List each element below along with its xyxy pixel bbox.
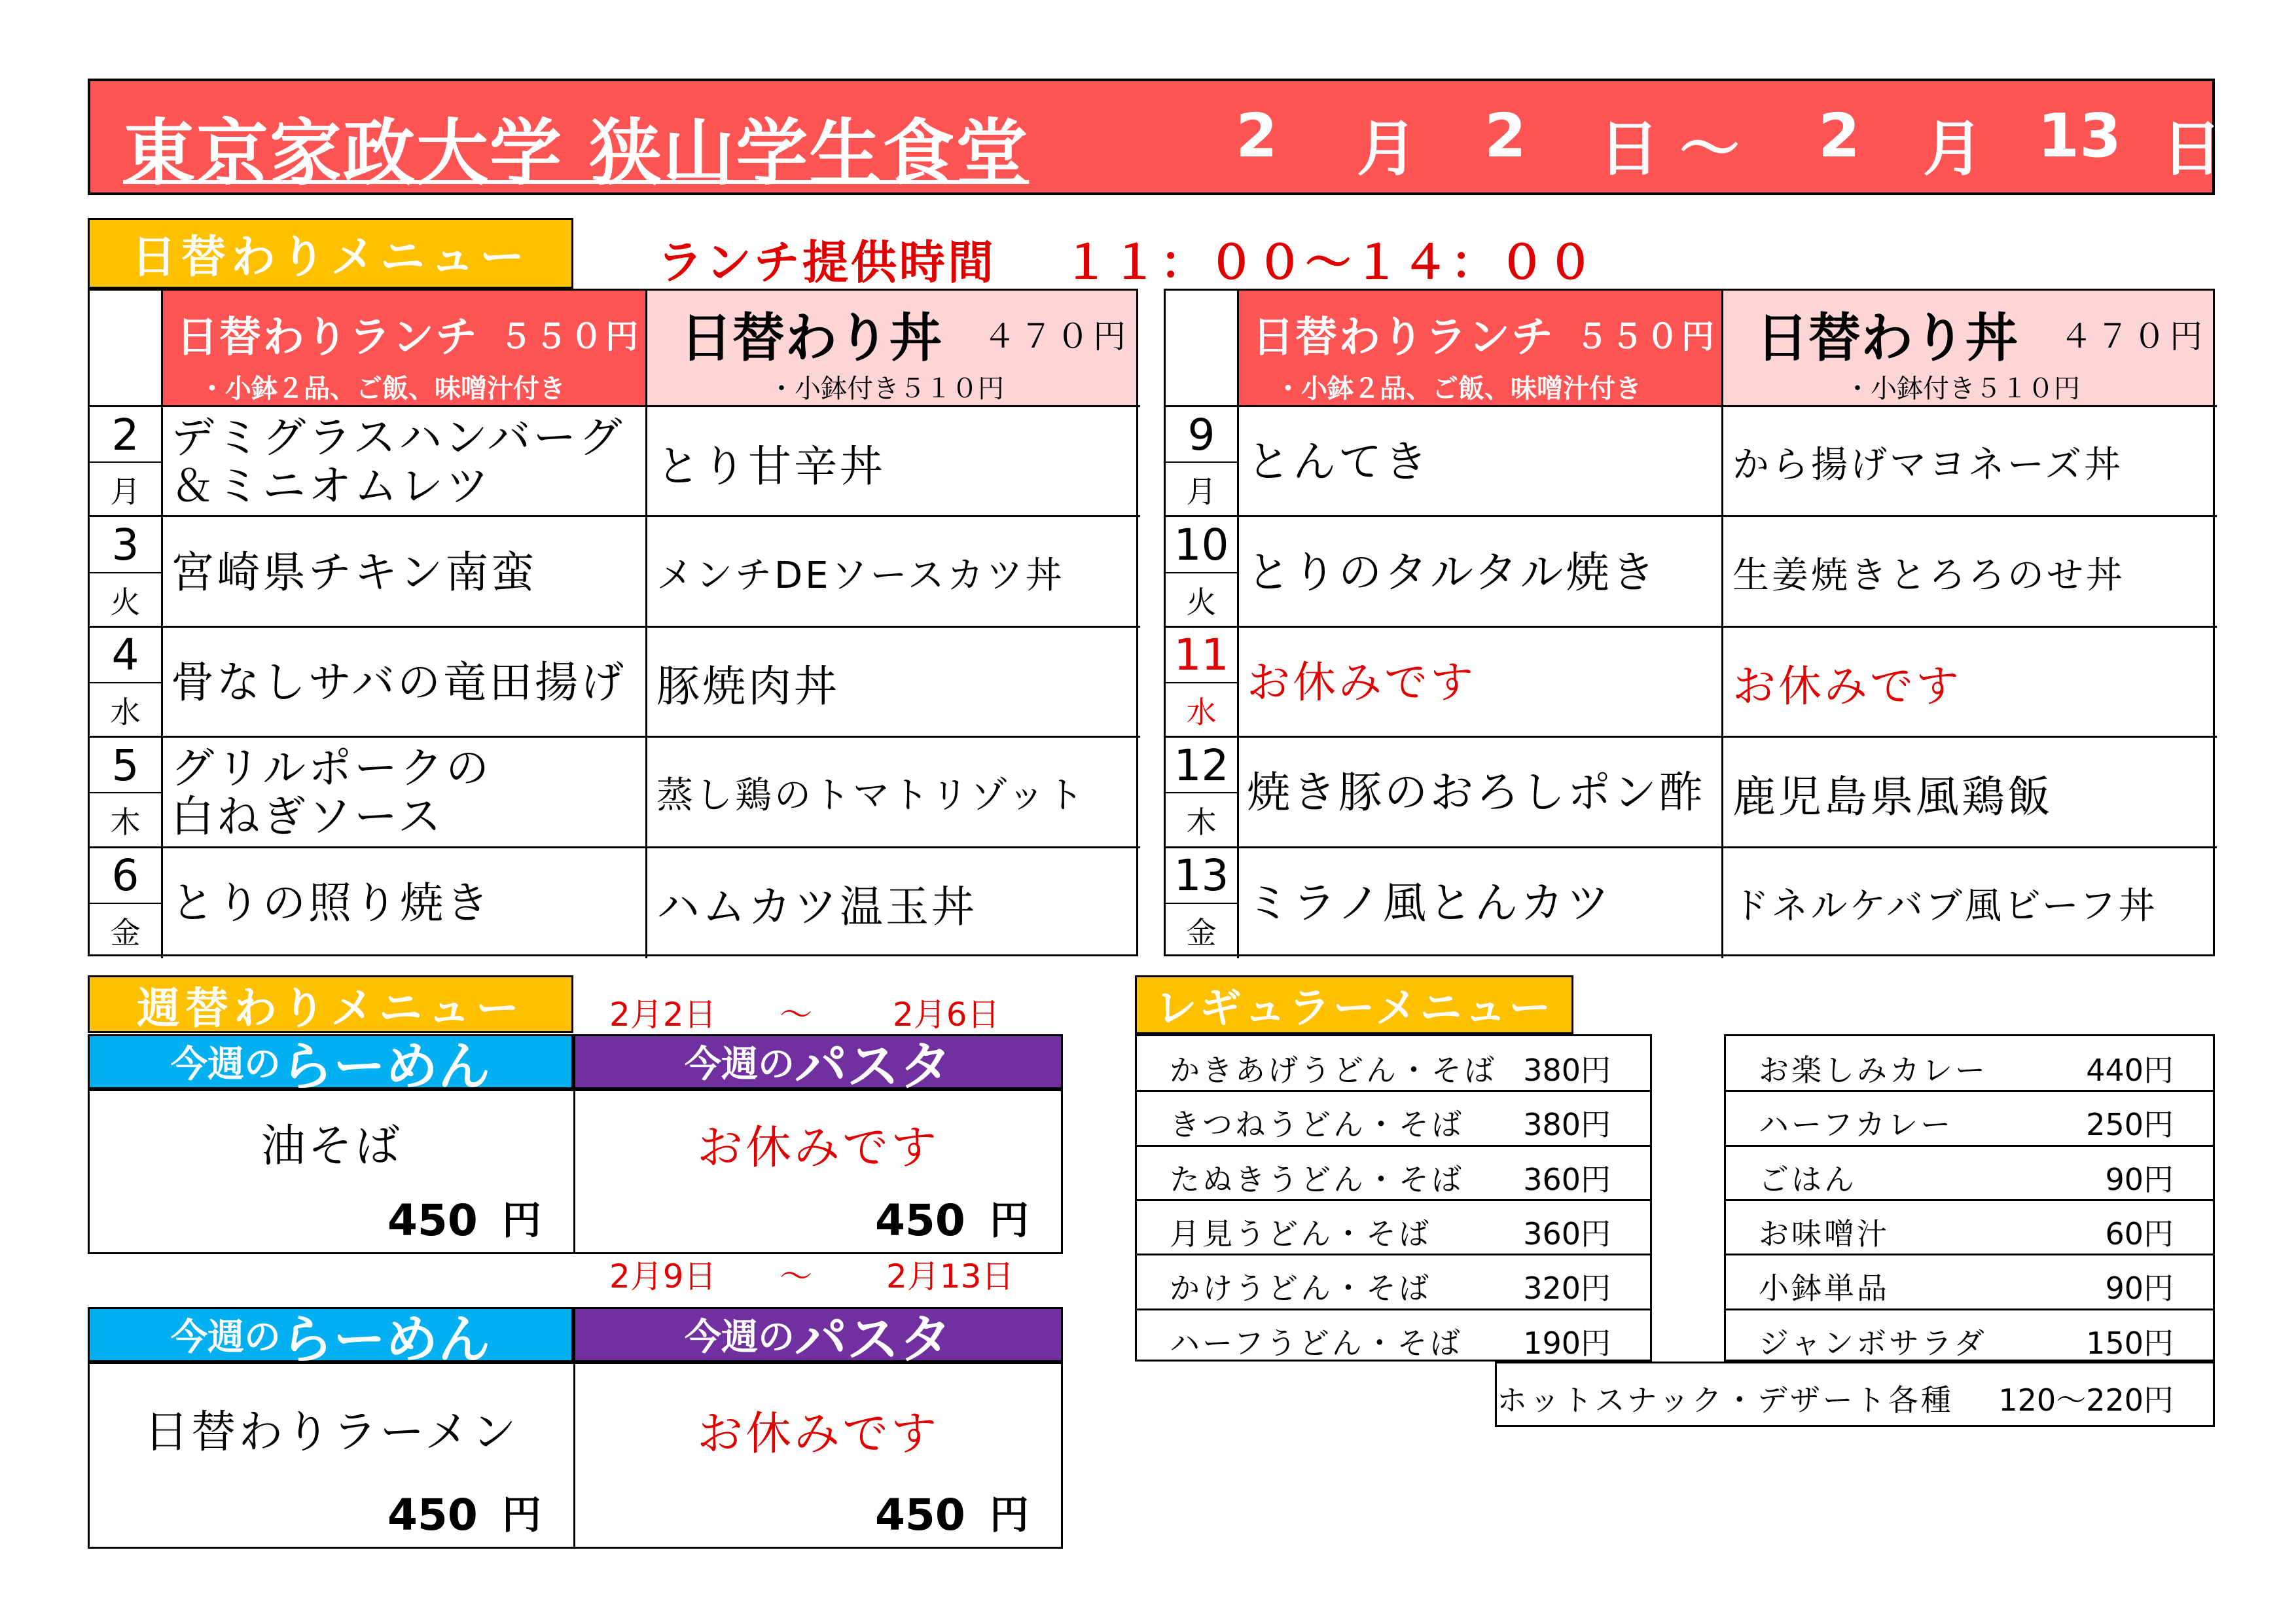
- snack-price: 120～220円: [1998, 1382, 2174, 1418]
- pasta-header-prefix: 今週の: [685, 1316, 795, 1359]
- day-weekday: 水: [110, 695, 141, 731]
- ramen-name: 油そば: [260, 1121, 403, 1172]
- lunch-name-line: お休みです: [1247, 657, 1476, 708]
- day-weekday: 金: [1186, 914, 1217, 950]
- date-to-day: 13: [2037, 101, 2122, 171]
- ramen-price: 450: [387, 1490, 478, 1540]
- pasta-cell: [573, 1089, 1063, 1254]
- lunch-name-line: 骨なしサバの竜田揚げ: [171, 657, 627, 708]
- reg-row-divider: [1137, 1090, 1650, 1092]
- reg-item-name: かけうどん・そば: [1170, 1271, 1431, 1307]
- regular-list-right: [1724, 1034, 2215, 1362]
- don-cell: 生姜焼きとろろのせ丼: [1732, 554, 2125, 597]
- daily-menu-tab: 日替わりメニュー: [88, 218, 573, 289]
- lunch-price: ５５０円: [1575, 317, 1717, 355]
- ramen-cell: [88, 1089, 575, 1254]
- lunch-cell: [171, 738, 642, 848]
- ramen-header-prefix: 今週の: [171, 1316, 281, 1359]
- day-weekday: 水: [1186, 695, 1217, 731]
- reg-item-price: 380円: [1523, 1107, 1611, 1143]
- lunch-name-line: 白ねぎソース: [171, 791, 444, 842]
- header-don: [1723, 291, 2213, 407]
- pasta-header-main: パスタ: [795, 1036, 952, 1097]
- lunch-cell: [171, 407, 642, 517]
- lunch-name-line: ミラノ風とんカツ: [1247, 877, 1613, 928]
- day-number: 9: [1187, 409, 1215, 460]
- day-weekday: 月: [1186, 474, 1217, 510]
- reg-item-name: ハーフうどん・そば: [1170, 1325, 1463, 1361]
- reg-item-price: 250円: [2086, 1107, 2174, 1143]
- don-cell: とり甘辛丼: [656, 441, 886, 492]
- reg-item-name: きつねうどん・そば: [1170, 1107, 1464, 1143]
- ramen-header-main: らーめん: [281, 1036, 490, 1097]
- column-divider: [1721, 291, 1723, 958]
- reg-item-name: お楽しみカレー: [1759, 1053, 1988, 1088]
- reg-row-divider: [1726, 1145, 2213, 1147]
- reg-item-name: たぬきうどん・そば: [1170, 1161, 1464, 1197]
- reg-item-price: 440円: [2086, 1053, 2174, 1088]
- lunch-cell: [1247, 517, 1718, 627]
- reg-item-name: ハーフカレー: [1759, 1107, 1954, 1143]
- reg-item-name: 月見うどん・そば: [1170, 1216, 1431, 1252]
- lunch-cell: [1247, 407, 1718, 517]
- weekly-block-2: [88, 1250, 1063, 1549]
- day-number: 6: [111, 850, 139, 901]
- don-cell: 蒸し鶏のトマトリゾット: [656, 774, 1086, 818]
- reg-row-divider: [1137, 1145, 1650, 1147]
- date-from-month: 2: [1236, 101, 1278, 171]
- lunch-cell: [171, 848, 642, 958]
- day-number: 5: [111, 740, 139, 791]
- day-weekday: 月: [110, 474, 141, 510]
- pasta-price: 450: [875, 1195, 965, 1246]
- lunch-name-line: ＆ミニオムレツ: [171, 461, 492, 512]
- date-to-month: 2: [1818, 101, 1861, 171]
- ramen-header: [88, 1034, 573, 1097]
- period-from: 2月2日: [609, 996, 717, 1034]
- weekly-menu-tab: 週替わりメニュー: [88, 975, 573, 1033]
- ramen-price: 450: [387, 1195, 478, 1246]
- reg-item-price: 380円: [1523, 1053, 1611, 1088]
- pasta-price: 450: [875, 1490, 965, 1540]
- lunch-cell: [1247, 628, 1718, 738]
- date-day-label: 日: [1599, 114, 1660, 184]
- day-weekday: 木: [1186, 804, 1217, 840]
- lunch-note: ・小鉢２品、ご飯、味噌汁付き: [199, 374, 565, 404]
- don-price: ４７０円: [2060, 317, 2206, 355]
- reg-item-name: ジャンボサラダ: [1759, 1325, 1987, 1361]
- ramen-unit: 円: [502, 1198, 541, 1244]
- reg-row-divider: [1726, 1308, 2213, 1310]
- header-lunch: [163, 291, 647, 407]
- lunch-name-line: とりのタルタル焼き: [1247, 547, 1658, 598]
- reg-item-price: 360円: [1523, 1161, 1611, 1197]
- reg-item-price: 320円: [1523, 1271, 1611, 1307]
- reg-row-divider: [1137, 1254, 1650, 1255]
- reg-row-divider: [1137, 1308, 1650, 1310]
- lunch-cell: [1247, 848, 1718, 958]
- reg-row-divider: [1726, 1254, 2213, 1255]
- don-price: ４７０円: [983, 317, 1130, 355]
- ramen-header: [88, 1307, 573, 1370]
- date-month-label: 月: [1923, 114, 1984, 184]
- column-divider: [645, 291, 647, 958]
- don-note: ・小鉢付き５１０円: [768, 374, 1004, 404]
- reg-item-name: ごはん: [1759, 1161, 1857, 1197]
- lunch-cell: [1247, 738, 1718, 848]
- pasta-name: お休みです: [697, 1121, 939, 1174]
- lunch-title: 日替わりランチ: [176, 314, 478, 362]
- header-don: [647, 291, 1136, 407]
- lunch-name-line: 焼き豚のおろしポン酢: [1247, 767, 1705, 818]
- snack-row: [1495, 1362, 2215, 1427]
- reg-item-price: 60円: [2105, 1216, 2174, 1252]
- day-number: 2: [111, 409, 139, 460]
- ramen-header-main: らーめん: [281, 1308, 490, 1370]
- lunch-title: 日替わりランチ: [1252, 314, 1554, 362]
- reg-item-name: 小鉢単品: [1759, 1271, 1890, 1307]
- pasta-header-main: パスタ: [795, 1308, 952, 1370]
- date-from-day: 2: [1484, 101, 1527, 171]
- header-lunch: [1239, 291, 1723, 407]
- cafeteria-title: 東京家政大学 狭山学生食堂: [123, 111, 1030, 195]
- day-weekday: 金: [110, 914, 141, 950]
- day-weekday: 火: [1186, 584, 1217, 620]
- pasta-name: お休みです: [697, 1407, 939, 1460]
- ramen-unit: 円: [502, 1492, 541, 1538]
- period-tilde: ～: [780, 1257, 812, 1295]
- daily-table-week2: [1164, 289, 2215, 956]
- don-cell: から揚げマヨネーズ丼: [1732, 444, 2124, 487]
- period-to: 2月13日: [886, 1257, 1014, 1295]
- day-number: 3: [111, 519, 139, 570]
- don-cell: ハムカツ温玉丼: [656, 882, 977, 933]
- reg-item-name: お味噌汁: [1759, 1216, 1890, 1252]
- lunch-cell: [171, 517, 642, 627]
- lunch-note: ・小鉢２品、ご飯、味噌汁付き: [1275, 374, 1641, 404]
- daily-table-week1: [88, 289, 1138, 956]
- pasta-header-prefix: 今週の: [685, 1043, 795, 1086]
- don-cell: 豚焼肉丼: [656, 661, 840, 712]
- reg-row-divider: [1137, 1199, 1650, 1201]
- date-month-label: 月: [1357, 114, 1418, 184]
- period-to: 2月6日: [893, 996, 1000, 1034]
- weekly-block-1: [88, 975, 1063, 1254]
- lunch-name-line: とんてき: [1247, 437, 1430, 488]
- reg-row-divider: [1726, 1199, 2213, 1201]
- don-note: ・小鉢付き５１０円: [1844, 374, 2080, 404]
- don-title: 日替わり丼: [680, 308, 942, 369]
- reg-item-price: 190円: [1523, 1325, 1611, 1361]
- title-banner: [88, 79, 2223, 195]
- lunch-cell: [171, 628, 642, 738]
- column-divider: [1237, 291, 1239, 958]
- day-number: 11: [1174, 630, 1229, 681]
- reg-row-divider: [1726, 1090, 2213, 1092]
- snack-name: ホットスナック・デザート各種: [1497, 1382, 1954, 1418]
- pasta-unit: 円: [990, 1492, 1029, 1538]
- pasta-cell: [573, 1362, 1063, 1549]
- reg-item-price: 90円: [2105, 1161, 2174, 1197]
- lunch-name-line: 宮崎県チキン南蛮: [171, 547, 537, 598]
- lunch-price: ５５０円: [499, 317, 641, 355]
- reg-item-price: 90円: [2105, 1271, 2174, 1307]
- don-title: 日替わり丼: [1756, 308, 2018, 369]
- don-cell: ドネルケバブ風ビーフ丼: [1732, 884, 2158, 928]
- don-cell: メンチDEソースカツ丼: [656, 554, 1065, 597]
- lunch-name-line: デミグラスハンバーグ: [171, 412, 625, 463]
- day-weekday: 火: [110, 584, 141, 620]
- day-number: 4: [111, 630, 139, 681]
- reg-item-price: 360円: [1523, 1216, 1611, 1252]
- reg-item-price: 150円: [2086, 1325, 2174, 1361]
- ramen-header-prefix: 今週の: [171, 1043, 281, 1086]
- lunch-hours: ランチ提供時間 １１：００～１４：００: [657, 236, 1596, 289]
- reg-item-name: かきあげうどん・そば: [1170, 1053, 1497, 1088]
- pasta-header: [573, 1034, 1063, 1097]
- don-cell: 鹿児島県風鶏飯: [1732, 771, 2053, 822]
- day-number: 13: [1174, 850, 1229, 901]
- pasta-header: [573, 1307, 1063, 1370]
- ramen-name: 日替わりラーメン: [144, 1407, 519, 1458]
- regular-menu-tab: レギュラーメニュー: [1135, 975, 1573, 1034]
- regular-list-left: [1135, 1034, 1652, 1362]
- period-tilde: ～: [780, 996, 812, 1034]
- lunch-name-line: グリルポークの: [171, 743, 492, 794]
- day-number: 10: [1174, 519, 1229, 570]
- date-range-tilde: ～: [1679, 114, 1740, 184]
- day-weekday: 木: [110, 804, 141, 840]
- period-from: 2月9日: [609, 1257, 717, 1295]
- pasta-unit: 円: [990, 1198, 1029, 1244]
- column-divider: [161, 291, 163, 958]
- day-number: 12: [1174, 740, 1229, 791]
- ramen-cell: [88, 1362, 575, 1549]
- don-cell: お休みです: [1732, 661, 1962, 712]
- date-day-label: 日: [2162, 114, 2223, 184]
- lunch-name-line: とりの照り焼き: [171, 877, 492, 928]
